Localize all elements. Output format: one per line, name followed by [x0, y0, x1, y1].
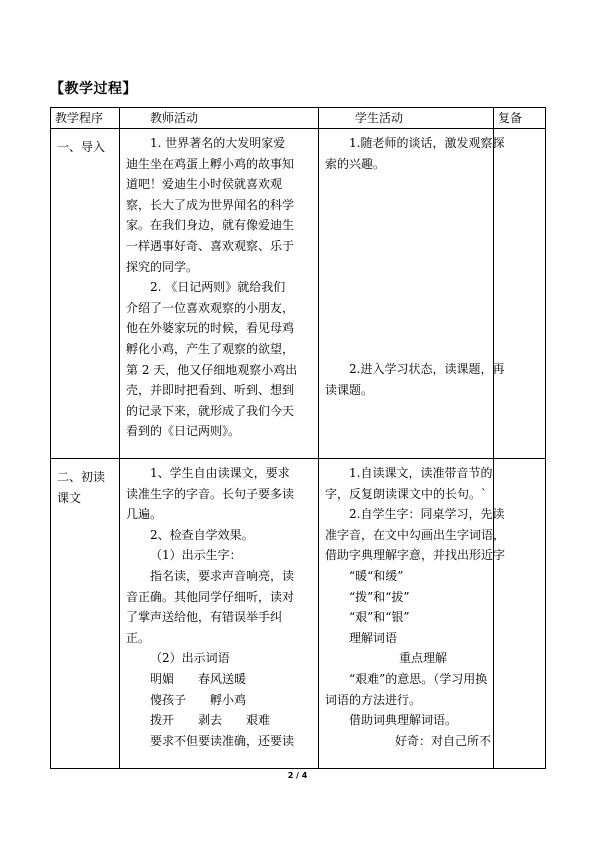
text-line: 1.随老师的谈话，激发观察探 — [349, 136, 505, 150]
text-line: 2.进入学习状态，读课题，再 — [349, 362, 505, 377]
text-line: 一样遇事好奇、喜欢观察、乐于 — [126, 238, 295, 253]
table-row — [51, 459, 546, 769]
student-activity-cell — [319, 459, 506, 769]
text-line: 察，长大了成为世界闻名的科学 — [126, 197, 295, 212]
header-stage: 教学程序 — [51, 108, 120, 129]
stage-label: 课文 — [57, 490, 82, 505]
text-line: 音正确。其他同学仔细听，读对 — [126, 589, 295, 604]
text-line: 壳，并即时把看到、听到、想到 — [126, 383, 295, 398]
text-line: 1. 世界著名的大发明家爱 — [150, 136, 286, 150]
stage-label: 一、导入 — [57, 140, 106, 154]
stage-label: 二、初读 — [57, 470, 106, 484]
text-line: 准字音，在文中勾画出生字词语， — [325, 527, 506, 542]
stage-cell — [51, 129, 120, 459]
teacher-activity-cell — [120, 459, 319, 769]
text-line: 傻孩子 孵小鸡 — [150, 692, 247, 707]
text-line: 拨开 剥去 艰难 — [150, 713, 271, 728]
text-line: “艰难”的意思。（学习用换 — [349, 671, 488, 686]
lesson-plan-table — [50, 107, 546, 769]
text-line: 索的兴趣。 — [325, 156, 386, 171]
text-line: 重点理解 — [399, 651, 448, 666]
header-teacher: 教师活动 — [120, 108, 319, 129]
text-line: 几遍。 — [126, 507, 163, 522]
review-cell — [494, 129, 546, 459]
text-line: 看到的《日记两则》。 — [126, 424, 241, 439]
text-line: 2. 《日记两则》就给我们 — [150, 280, 286, 295]
text-line: 家。在我们身边，就有像爱迪生 — [126, 218, 295, 233]
text-line: 介绍了一位喜欢观察的小朋友， — [126, 300, 295, 315]
text-line: 1、学生自由读课文，要求 — [150, 466, 290, 480]
text-line: “暖“和缓” — [349, 568, 404, 583]
text-line: 借助词典理解词语。 — [349, 713, 458, 728]
section-title: 【教学过程】 — [50, 81, 137, 97]
text-line: 他在外婆家玩的时候，看见母鸡 — [126, 321, 295, 336]
text-line: 读课题。 — [325, 382, 374, 397]
text-line: “拨”和“拔” — [349, 589, 410, 604]
text-line: 1.自读课文，读准带音节的 — [349, 466, 493, 480]
header-student: 学生活动 — [319, 108, 494, 129]
student-activity-cell — [319, 129, 505, 459]
text-line: 读准生字的字音。长句子要多读 — [126, 486, 295, 501]
text-line: 借助字典理解字意，并找出形近字 — [325, 548, 506, 563]
text-line: （1）出示生字： — [150, 548, 242, 563]
text-line: 词语的方法进行。 — [325, 692, 422, 707]
text-line: 探究的同学。 — [126, 259, 199, 274]
text-line: 明媚 春风送暖 — [150, 671, 247, 686]
table-row — [51, 129, 546, 459]
page-number: 2 / 4 — [287, 771, 308, 780]
text-line: 的记录下来，就形成了我们今天 — [126, 403, 295, 418]
text-line: 指名读，要求声音响亮，读 — [150, 568, 295, 583]
text-line: “艰”和“银” — [349, 610, 410, 625]
text-line: 迪生坐在鸡蛋上孵小鸡的故事知 — [126, 156, 295, 171]
text-line: 道吧！爱迪生小时侯就喜欢观 — [126, 177, 283, 192]
text-line: 要求不但要读准确，还要读 — [150, 733, 295, 748]
text-line: （2）出示词语 — [150, 651, 230, 666]
text-line: 2.自学生字：同桌学习，先读 — [349, 507, 505, 522]
text-line: 2、检查自学效果。 — [150, 527, 254, 542]
text-line: 了掌声送给他，有错误举手纠 — [126, 610, 283, 625]
text-line: 孵化小鸡，产生了观察的欲望， — [126, 341, 295, 356]
text-line: 正。 — [126, 630, 151, 645]
header-review: 复备 — [494, 108, 546, 129]
text-line: 好奇：对自己所不 — [395, 733, 492, 748]
text-line: 第 2 天，他又仔细地观察小鸡出 — [126, 362, 298, 377]
teacher-activity-cell — [120, 129, 319, 459]
text-line: 字，反复朗读课文中的长句。` — [325, 486, 488, 501]
text-line: 理解词语 — [349, 630, 398, 645]
table-header-row — [51, 108, 546, 129]
stage-cell — [51, 459, 120, 769]
